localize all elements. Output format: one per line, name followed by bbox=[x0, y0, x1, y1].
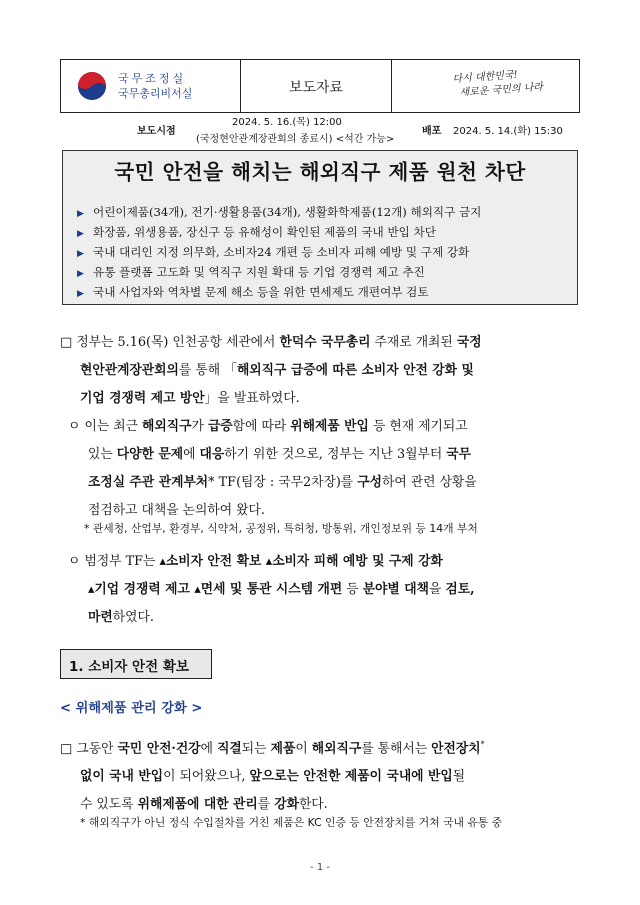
paragraph-1 bbox=[60, 329, 482, 413]
footnote-marker: * bbox=[480, 740, 485, 749]
government-emblem-icon bbox=[77, 71, 107, 101]
embargo-date: 2024. 5. 16.(목) 12:00 bbox=[232, 117, 342, 128]
text: * TF bbox=[208, 475, 237, 490]
text: ▴소비자 안전 확보 ▴소비자 피해 예방 및 구제 강화 bbox=[159, 554, 443, 569]
header-divider bbox=[391, 60, 392, 112]
page-number: - 1 - bbox=[310, 862, 330, 873]
title-box bbox=[62, 150, 578, 305]
text: 함에 따라 bbox=[232, 419, 291, 434]
text: 안전장치 bbox=[431, 741, 481, 757]
text: 」을 발표하였다. bbox=[204, 391, 300, 406]
section-heading-box bbox=[60, 649, 212, 679]
circle-bullet-icon: ㅇ bbox=[68, 554, 81, 569]
text: 을 bbox=[428, 582, 446, 597]
slogan bbox=[452, 67, 543, 101]
text: 한다. bbox=[298, 797, 328, 813]
embargo-label: 보도시점 bbox=[137, 126, 176, 137]
summary-text: 국내 사업자와 역차별 문제 해소 등을 위한 면세제도 개편여부 검토 bbox=[93, 285, 429, 299]
square-bullet-icon: □ bbox=[60, 335, 73, 350]
org-line2: 국무총리비서실 bbox=[118, 87, 193, 100]
subsection-heading: < 위해제품 관리 강화 > bbox=[60, 701, 203, 716]
text: 이는 최근 bbox=[84, 419, 143, 434]
text: 하여 관련 상황을 bbox=[381, 475, 477, 490]
text: 범정부 TF는 bbox=[84, 554, 160, 569]
triangle-bullet-icon: ▶ bbox=[77, 269, 84, 279]
summary-text: 국내 대리인 지정 의무화, 소비자24 개편 등 소비자 피해 예방 및 구제 강화 bbox=[93, 245, 470, 259]
text: 현안관계장관회의 bbox=[80, 363, 179, 378]
text: 를 bbox=[257, 797, 275, 813]
text: (팀장 : 국무2차장)를 bbox=[236, 475, 358, 490]
text: 하였다. bbox=[112, 610, 154, 625]
text: 국정 bbox=[456, 335, 482, 350]
text: 수 있도록 bbox=[80, 797, 138, 813]
slogan-line2: 새로운 국민의 나라 bbox=[459, 81, 544, 99]
triangle-bullet-icon: ▶ bbox=[77, 289, 84, 299]
paragraph-4 bbox=[60, 731, 485, 819]
summary-bullet bbox=[77, 284, 429, 300]
text: 되는 bbox=[241, 741, 271, 757]
summary-bullet bbox=[77, 264, 425, 280]
text: 강화 bbox=[274, 797, 299, 813]
footnote-ministries: * 관세청, 산업부, 환경부, 식약처, 공정위, 특허청, 방통위, 개인정보위 등 14개 부처 bbox=[84, 522, 478, 535]
text: 구성 bbox=[357, 475, 382, 490]
text: 가 bbox=[191, 419, 208, 434]
summary-text: 어린이제품(34개), 전기·생활용품(34개), 생활화학제품(12개) 해외직구 금지 bbox=[93, 205, 482, 219]
text: 앞으로는 안전한 제품이 국내에 반입 bbox=[249, 769, 453, 785]
embargo-note: (국정현안관계장관회의 종료시) <석간 가능> bbox=[196, 134, 395, 145]
text: 주재로 개최된 bbox=[370, 335, 457, 350]
text: 급증 bbox=[207, 419, 233, 434]
section-heading: 1. 소비자 안전 확보 bbox=[69, 659, 189, 675]
text: 를 통해 「 bbox=[178, 363, 237, 378]
text: 에 bbox=[200, 741, 218, 757]
circle-bullet-icon: ㅇ bbox=[68, 419, 81, 434]
summary-bullet bbox=[77, 224, 436, 240]
text: 분야별 대책 bbox=[362, 582, 429, 597]
text: 에 bbox=[183, 447, 200, 462]
summary-text: 화장품, 위생용품, 장신구 등 유해성이 확인된 제품의 국내 반입 차단 bbox=[93, 225, 436, 239]
header-box bbox=[60, 59, 580, 113]
summary-bullet bbox=[77, 244, 469, 260]
text: 조정실 주관 관계부처 bbox=[88, 475, 209, 490]
text: 위해제품에 대한 관리 bbox=[137, 797, 258, 813]
text: 점검하고 대책을 논의하여 왔다. bbox=[88, 503, 265, 518]
summary-bullet bbox=[77, 204, 481, 220]
text: ▴기업 경쟁력 제고 ▴면세 및 통관 시스템 개편 bbox=[88, 582, 343, 597]
text: 이 되어왔으나, bbox=[163, 769, 250, 785]
text: 하기 위한 것으로, 정부는 지난 3월부터 bbox=[224, 447, 447, 462]
text: 위해제품 반입 bbox=[290, 419, 369, 434]
text: 등 현재 제기되고 bbox=[368, 419, 468, 434]
distribution-date: 2024. 5. 14.(화) 15:30 bbox=[453, 126, 563, 137]
text: 될 bbox=[452, 769, 466, 785]
paragraph-3 bbox=[68, 548, 475, 632]
text: 제품 bbox=[270, 741, 296, 757]
text: 직결 bbox=[217, 741, 242, 757]
organization-name bbox=[118, 71, 192, 101]
footnote-import: * 해외직구가 아닌 정식 수입절차를 거친 제품은 KC 인증 등 안전장치를 거쳐 국내 유통 중 bbox=[80, 816, 503, 829]
text: 검토, bbox=[445, 582, 475, 597]
triangle-bullet-icon: ▶ bbox=[77, 249, 84, 259]
triangle-bullet-icon: ▶ bbox=[77, 209, 84, 219]
text: 등 bbox=[342, 582, 363, 597]
text: 그동안 bbox=[76, 741, 118, 757]
summary-text: 유통 플랫폼 고도화 및 역직구 지원 확대 등 기업 경쟁력 제고 추진 bbox=[93, 265, 425, 279]
distribution-label: 배포 bbox=[422, 126, 442, 137]
text: 기업 경쟁력 제고 방안 bbox=[80, 391, 205, 406]
text: 대응 bbox=[199, 447, 225, 462]
text: 다양한 문제 bbox=[116, 447, 184, 462]
text: 해외직구 급증에 따른 소비자 안전 강화 및 bbox=[236, 363, 474, 378]
square-bullet-icon: □ bbox=[60, 741, 73, 757]
text: 해외직구 bbox=[142, 419, 192, 434]
text: 있는 bbox=[88, 447, 117, 462]
text: 를 통해서는 bbox=[361, 741, 432, 757]
text: 국민 안전·건강 bbox=[117, 741, 201, 757]
text: 국무 bbox=[446, 447, 472, 462]
org-line1: 국무조정실 bbox=[118, 72, 187, 85]
text: 이 bbox=[295, 741, 312, 757]
press-release-label: 보도자료 bbox=[288, 80, 344, 96]
text: 해외직구 bbox=[311, 741, 362, 757]
text: 없이 국내 반입 bbox=[80, 769, 164, 785]
text: 정부는 5.16(목) 인천공항 세관에서 bbox=[76, 335, 280, 350]
text: 마련 bbox=[88, 610, 113, 625]
text: 한덕수 국무총리 bbox=[279, 335, 371, 350]
paragraph-2 bbox=[68, 413, 477, 525]
page-title: 국민 안전을 해치는 해외직구 제품 원천 차단 bbox=[114, 160, 526, 184]
triangle-bullet-icon: ▶ bbox=[77, 229, 84, 239]
slogan-line1: 다시 대한민국! bbox=[452, 69, 518, 86]
